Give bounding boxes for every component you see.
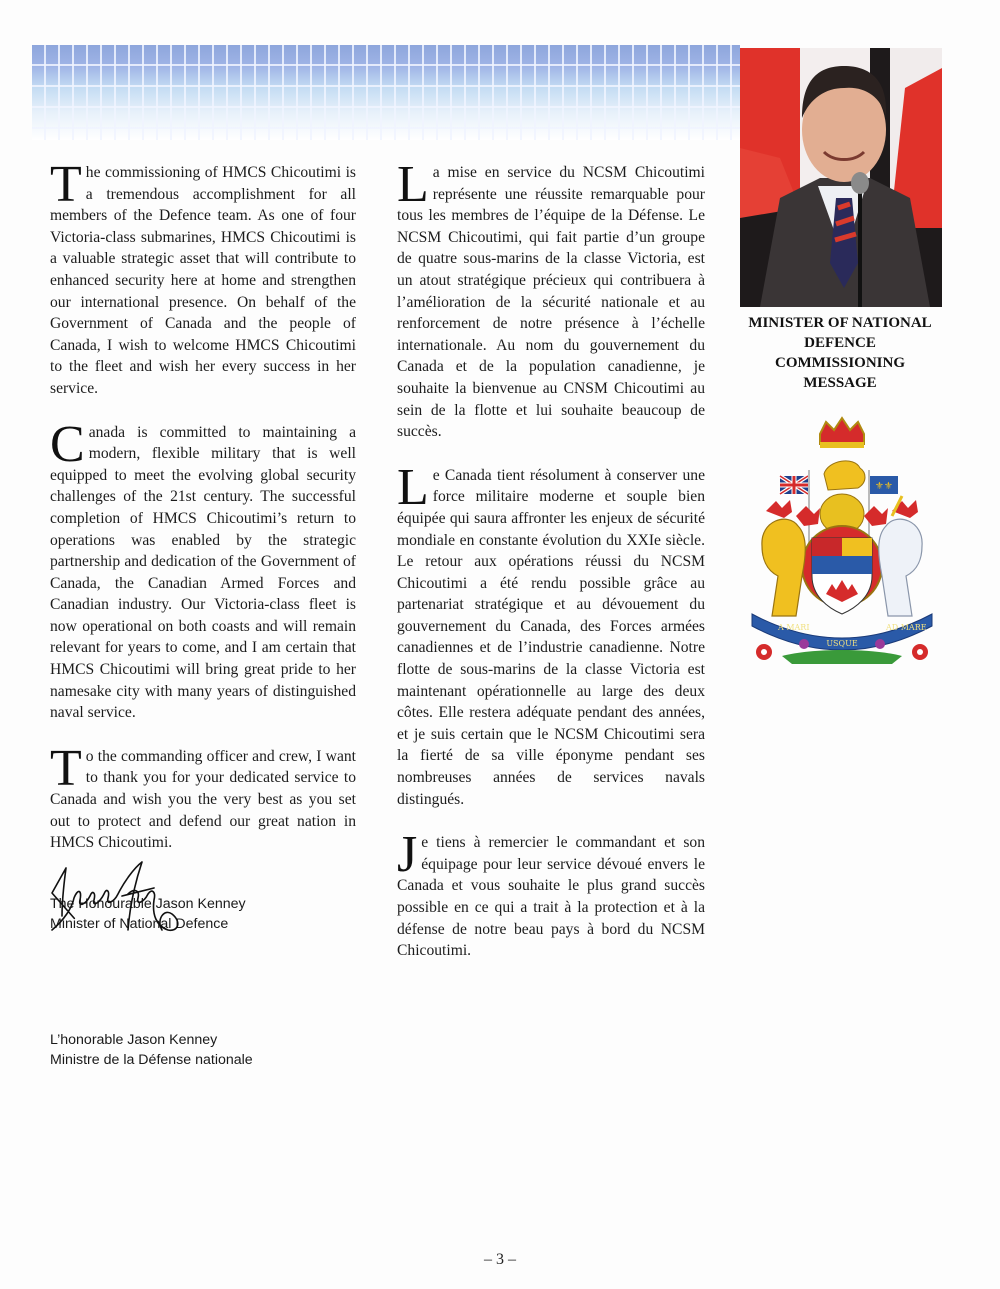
drop-cap: L <box>397 458 429 516</box>
page-number: – 3 – <box>484 1251 516 1268</box>
drop-cap: J <box>397 826 418 884</box>
signatory-title: Minister of National Defence <box>50 915 229 932</box>
coat-of-arms-icon <box>742 416 942 668</box>
french-paragraph-1: La mise en service du NCSM Chicoutimi représente une réussite remarquable pour tous les membres de l’équipe de la Défense. Le NCSM Chicoutimi, qui fait partie d’un groupe de quatre sous-marins de la classe Victoria, est un atout stratégique précieux qui contribuera à l’amélioration de la sécurité nationale et au renforcement de notre présence à l’échelle internationale. Au nom du gouvernement du Canada et de la population canadienne, je souhaite la bienvenue au CNSM Chicoutimi au sein de la flotte et lui souhaite beaucoup de succès. <box>397 156 705 441</box>
english-paragraph-3: To the commanding officer and crew, I want to thank you for your dedicated service to Canada and wish you the very best as you set out to protect and defend our great nation in HMCS Chicoutimi. <box>50 739 356 852</box>
drop-cap: T <box>50 739 82 797</box>
signature-image <box>44 858 194 938</box>
svg-text:⚜⚜: ⚜⚜ <box>875 481 893 492</box>
french-column <box>397 156 705 984</box>
drop-cap: C <box>50 415 85 473</box>
signatory-name: The Honourable Jason Kenney <box>50 895 246 912</box>
sidebar-caption: MINISTER OF NATIONAL DEFENCE COMMISSIONING MESSAGE <box>748 315 932 391</box>
motto-left: A MARI <box>778 623 810 632</box>
signatory-french <box>50 1030 356 1070</box>
motto-center: USQUE <box>826 639 858 648</box>
signatory-name-fr: L’honorable Jason Kenney <box>50 1031 218 1048</box>
english-paragraph-1: The commissioning of HMCS Chicoutimi is a tremendous accomplishment for all members of the Defence team. As one of four Victoria-class submarines, HMCS Chicoutimi is a valuable strategic asset that will contribute to enhanced security here at home and strengthen our international presence. On behalf of the Government of Canada and the people of Canada, I wish to welcome HMCS Chicoutimi to the fleet and wish her every success in her service. <box>50 156 356 397</box>
minister-photo <box>740 48 942 307</box>
drop-cap: L <box>397 156 429 213</box>
english-paragraph-2: Canada is committed to maintaining a modern, flexible military that is well equipped to meet the evolving global security challenges of the 21st century. The successful completion of HMCS Chicoutimi’s return to operations was enabled by the strategic partnership and dedication of the Government of Canada, the Canadian Armed Forces and Canadian industry. Our Victoria-class fleet is now operational on both coasts and will remain relevant for years to come, and I am certain that HMCS Chicoutimi will bring great pride to her namesake city with many years of distinguished naval service. <box>50 415 356 722</box>
french-paragraph-3: Je tiens à remercier le commandant et son équipage pour leur service dévoué envers le Canada et vous souhaite le plus grand succès possible en ce qui a trait à la protection et à la défense de notre beau pays à bord du NCSM Chicoutimi. <box>397 826 705 960</box>
motto-right: AD MARE <box>886 623 927 632</box>
header-banner <box>32 45 740 140</box>
drop-cap: T <box>50 156 82 213</box>
french-paragraph-2: Le Canada tient résolument à conserver une force militaire moderne et souple bien équipée qui saura affronter les enjeux de sécurité mondiale en constante évolution du XXIe siècle. Le retour aux opérations réussi du NCSM Chicoutimi a été rendu possible grâce au partenariat stratégique et au dévouement du gouvernement du Canada, des Forces armées canadiennes et de l’industrie canadienne. Notre flotte de sous-marins de la classe Victoria est maintenant opérationnelle au large des deux côtes. Elle restera adéquate pendant des années, et je suis certain que le NCSM Chicoutimi sera la fierté de sa ville éponyme pendant ses nombreuses années de services navals distingués. <box>397 458 705 808</box>
signatory-title-fr: Ministre de la Défense nationale <box>50 1051 253 1068</box>
